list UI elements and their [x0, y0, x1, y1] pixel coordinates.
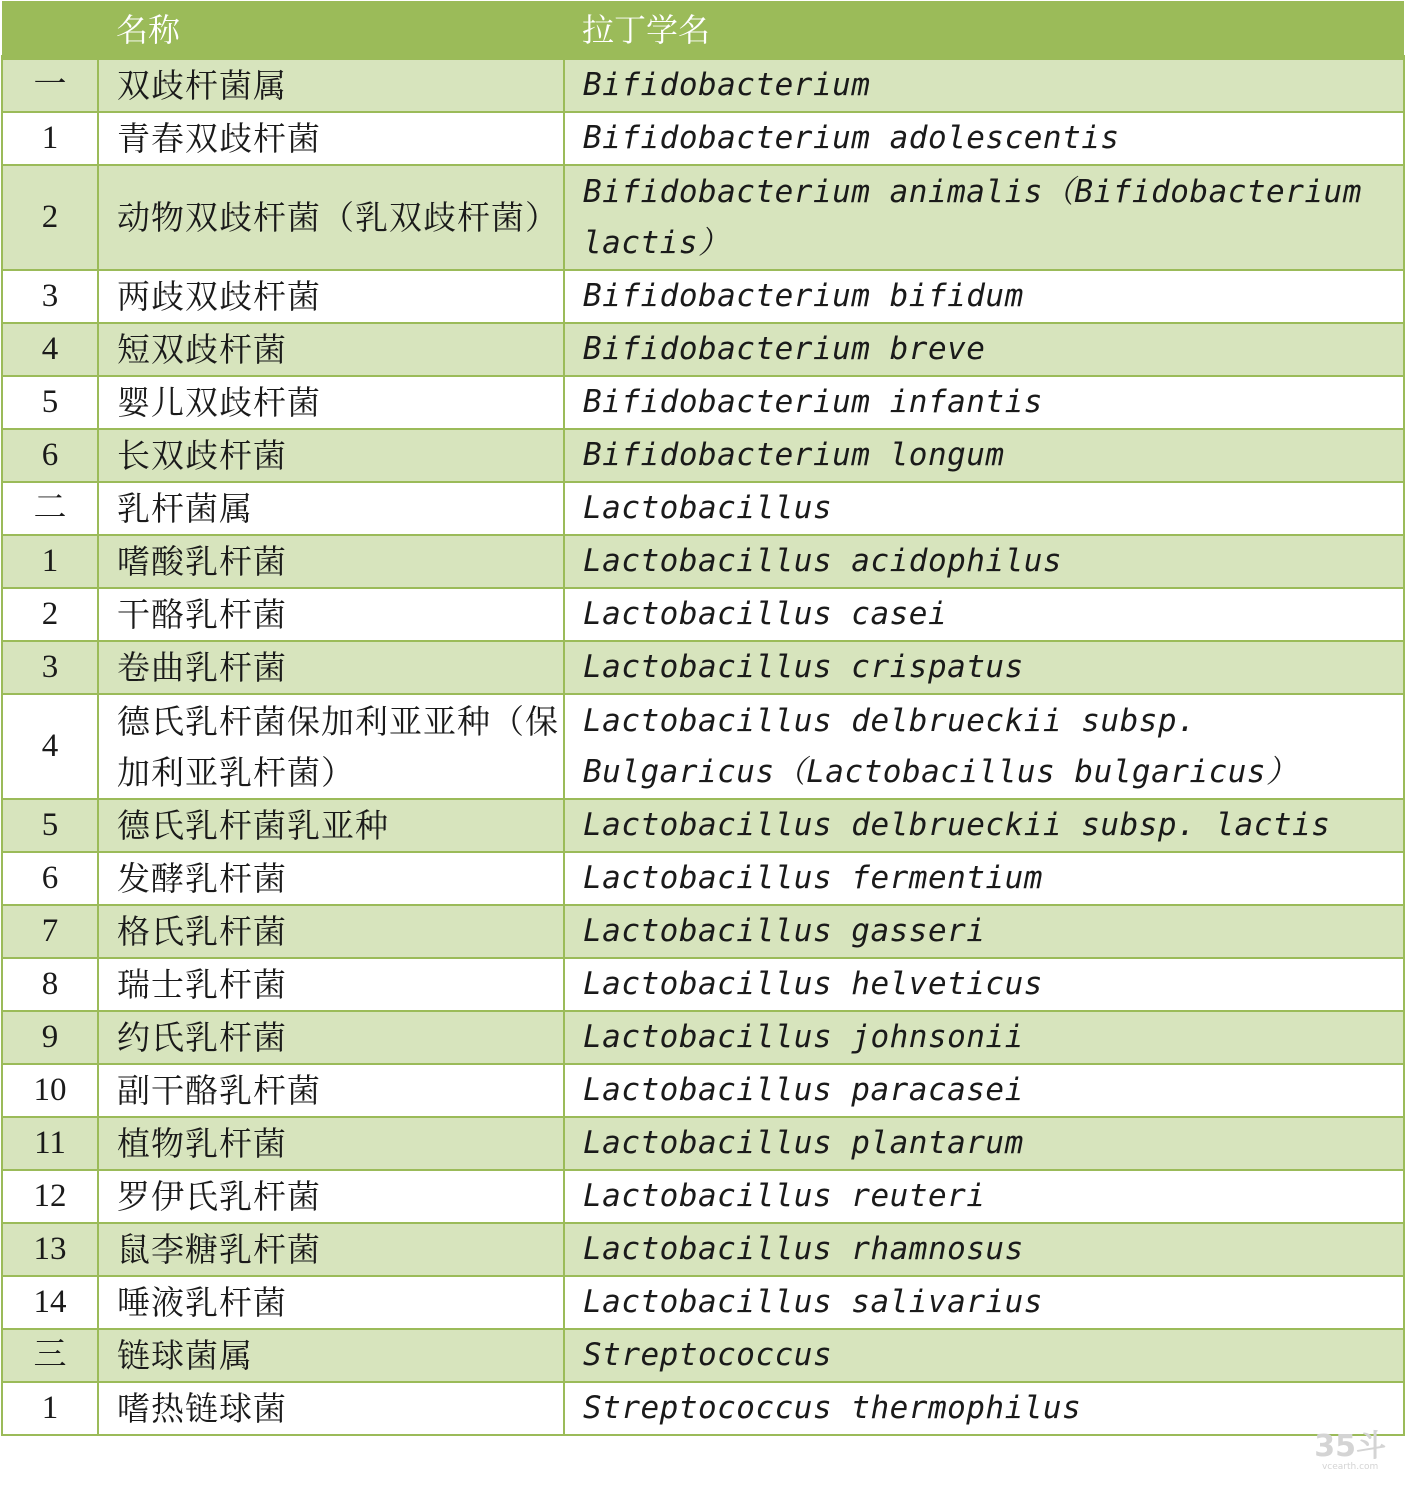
row-index: 1	[2, 535, 98, 588]
row-name: 植物乳杆菌	[98, 1117, 564, 1170]
table-row	[2, 1117, 1404, 1170]
row-latin-name: Bifidobacterium longum	[564, 429, 1404, 482]
watermark-sub-text: vcearth.com	[1321, 1462, 1379, 1472]
row-index: 1	[2, 112, 98, 165]
row-index: 4	[2, 323, 98, 376]
row-name: 副干酪乳杆菌	[98, 1064, 564, 1117]
row-name: 乳杆菌属	[98, 482, 564, 535]
table-row	[2, 588, 1404, 641]
row-index: 二	[2, 482, 98, 535]
row-name: 两歧双歧杆菌	[98, 270, 564, 323]
row-name: 短双歧杆菌	[98, 323, 564, 376]
row-index: 三	[2, 1329, 98, 1382]
table-row	[2, 482, 1404, 535]
row-latin-name: Lactobacillus salivarius	[564, 1276, 1404, 1329]
table-row	[2, 958, 1404, 1011]
header-latin-name: 拉丁学名	[564, 1, 1404, 58]
row-index: 9	[2, 1011, 98, 1064]
table-row	[2, 429, 1404, 482]
row-name: 鼠李糖乳杆菌	[98, 1223, 564, 1276]
row-index: 11	[2, 1117, 98, 1170]
table-row	[2, 323, 1404, 376]
row-index: 5	[2, 376, 98, 429]
probiotic-species-table	[1, 1, 1405, 1436]
row-name: 干酪乳杆菌	[98, 588, 564, 641]
table-row	[2, 376, 1404, 429]
row-latin-name: Lactobacillus delbrueckii subsp. lactis	[564, 799, 1404, 852]
row-latin-name: Streptococcus thermophilus	[564, 1382, 1404, 1435]
row-latin-name: Lactobacillus helveticus	[564, 958, 1404, 1011]
row-name: 双歧杆菌属	[98, 58, 564, 113]
row-latin-name: Lactobacillus johnsonii	[564, 1011, 1404, 1064]
watermark-main-text: 35斗	[1314, 1429, 1386, 1464]
row-index: 4	[2, 694, 98, 799]
table-row	[2, 905, 1404, 958]
row-latin-name: Lactobacillus crispatus	[564, 641, 1404, 694]
row-latin-name: Bifidobacterium bifidum	[564, 270, 1404, 323]
row-index: 13	[2, 1223, 98, 1276]
row-latin-name: Lactobacillus rhamnosus	[564, 1223, 1404, 1276]
row-latin-name: Bifidobacterium breve	[564, 323, 1404, 376]
table-row	[2, 1064, 1404, 1117]
row-index: 一	[2, 58, 98, 113]
row-latin-name: Lactobacillus delbrueckii subsp. Bulgaricus（Lactobacillus bulgaricus）	[564, 694, 1404, 799]
table-row	[2, 58, 1404, 113]
table-row	[2, 535, 1404, 588]
row-index: 1	[2, 1382, 98, 1435]
row-index: 10	[2, 1064, 98, 1117]
table-row	[2, 165, 1404, 270]
row-name: 德氏乳杆菌乳亚种	[98, 799, 564, 852]
row-name: 链球菌属	[98, 1329, 564, 1382]
row-index: 3	[2, 641, 98, 694]
row-name: 发酵乳杆菌	[98, 852, 564, 905]
row-index: 12	[2, 1170, 98, 1223]
table-row	[2, 112, 1404, 165]
table-row	[2, 1276, 1404, 1329]
table-row	[2, 270, 1404, 323]
row-name: 动物双歧杆菌（乳双歧杆菌）	[98, 165, 564, 270]
table-row	[2, 1011, 1404, 1064]
row-index: 14	[2, 1276, 98, 1329]
row-index: 8	[2, 958, 98, 1011]
row-name: 罗伊氏乳杆菌	[98, 1170, 564, 1223]
row-name: 格氏乳杆菌	[98, 905, 564, 958]
row-latin-name: Lactobacillus acidophilus	[564, 535, 1404, 588]
table-row	[2, 1329, 1404, 1382]
table-row	[2, 1382, 1404, 1435]
row-name: 嗜酸乳杆菌	[98, 535, 564, 588]
row-latin-name: Lactobacillus gasseri	[564, 905, 1404, 958]
row-index: 2	[2, 588, 98, 641]
row-name: 青春双歧杆菌	[98, 112, 564, 165]
row-name: 德氏乳杆菌保加利亚亚种（保加利亚乳杆菌）	[98, 694, 564, 799]
table-row	[2, 1223, 1404, 1276]
row-latin-name: Lactobacillus plantarum	[564, 1117, 1404, 1170]
row-name: 嗜热链球菌	[98, 1382, 564, 1435]
table-row	[2, 799, 1404, 852]
table-row	[2, 1170, 1404, 1223]
row-index: 7	[2, 905, 98, 958]
row-latin-name: Bifidobacterium animalis（Bifidobacterium lactis）	[564, 165, 1404, 270]
row-index: 3	[2, 270, 98, 323]
row-name: 唾液乳杆菌	[98, 1276, 564, 1329]
row-index: 5	[2, 799, 98, 852]
watermark-logo	[1314, 1429, 1386, 1472]
row-index: 2	[2, 165, 98, 270]
row-latin-name: Streptococcus	[564, 1329, 1404, 1382]
row-name: 长双歧杆菌	[98, 429, 564, 482]
table-header-row	[2, 1, 1404, 58]
row-index: 6	[2, 429, 98, 482]
row-latin-name: Bifidobacterium	[564, 58, 1404, 113]
table-row	[2, 694, 1404, 799]
row-latin-name: Lactobacillus reuteri	[564, 1170, 1404, 1223]
row-latin-name: Bifidobacterium adolescentis	[564, 112, 1404, 165]
row-name: 卷曲乳杆菌	[98, 641, 564, 694]
row-name: 约氏乳杆菌	[98, 1011, 564, 1064]
table-row	[2, 641, 1404, 694]
row-latin-name: Lactobacillus paracasei	[564, 1064, 1404, 1117]
header-index	[2, 1, 98, 58]
row-name: 瑞士乳杆菌	[98, 958, 564, 1011]
row-latin-name: Lactobacillus casei	[564, 588, 1404, 641]
row-latin-name: Bifidobacterium infantis	[564, 376, 1404, 429]
row-name: 婴儿双歧杆菌	[98, 376, 564, 429]
row-index: 6	[2, 852, 98, 905]
row-latin-name: Lactobacillus fermentium	[564, 852, 1404, 905]
header-name: 名称	[98, 1, 564, 58]
row-latin-name: Lactobacillus	[564, 482, 1404, 535]
table-row	[2, 852, 1404, 905]
